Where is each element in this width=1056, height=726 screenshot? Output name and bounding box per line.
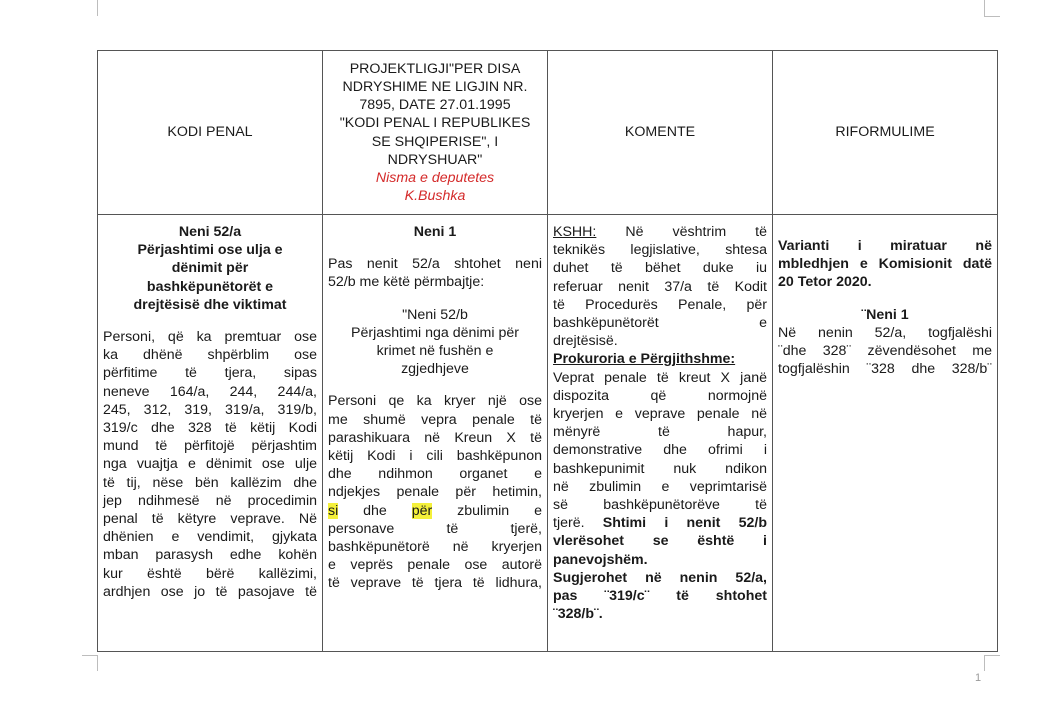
cell-komente — [548, 215, 773, 652]
text-line: bashkepunimit nuk ndikon — [553, 460, 767, 477]
text-line: të veprave të tjera të lidhura, — [328, 575, 542, 592]
corner-mark-bottom-right — [984, 655, 1000, 656]
text-line: 319/c dhe 328 të këtij Kodi — [103, 420, 317, 437]
text-line: vlerësohet se është i — [553, 533, 767, 550]
comparison-table — [97, 50, 998, 652]
text-line: "Neni 52/b — [402, 306, 468, 323]
text-line: me shumë vepra penale të — [328, 411, 542, 428]
header-label: KOMENTE — [624, 124, 696, 141]
text-line: dënimit për — [171, 260, 249, 277]
text-line: bashkëpunëtorët e — [146, 278, 274, 295]
spacer — [103, 314, 317, 328]
text-line: referuar nenit 37/a të Kodit — [553, 278, 767, 295]
text-line: 20 Tetor 2020. — [778, 274, 872, 291]
text-line: personave të tjerë, — [328, 520, 542, 537]
header-label: RIFORMULIME — [835, 124, 935, 141]
text-line — [328, 502, 542, 520]
text-line: Varianti i miratuar në — [778, 238, 992, 254]
text-line: Në nenin 52/a, togfjalëshi — [778, 324, 992, 341]
text-line: togfjalëshin ¨328 dhe 328/b¨ — [778, 361, 992, 378]
text-line: ka dhënë shpërblim ose — [103, 347, 317, 364]
text-line: ¨Neni 1 — [861, 306, 909, 323]
header-label: KODI PENAL — [167, 124, 253, 141]
spacer — [778, 292, 992, 306]
text-line: kur është bërë kallëzimi, — [103, 565, 317, 582]
page-number: 1 — [975, 672, 982, 684]
bold-text: Shtimi i nenit 52/b — [602, 515, 767, 532]
header-komente — [548, 51, 773, 215]
text-line: Sugjerohet në nenin 52/a, — [553, 569, 767, 586]
text-line: pas ¨319/c¨ të shtohet — [553, 588, 767, 605]
spacer — [328, 292, 542, 306]
text-line: këtij Kodi i cili bashkëpunon — [328, 448, 542, 465]
word: e — [534, 502, 542, 519]
cell-kodi-penal — [98, 215, 323, 652]
text-line: jep ndihmesë në procedimin — [103, 492, 317, 509]
corner-mark-bottom-left-v — [97, 655, 98, 671]
word: dhe — [363, 502, 387, 519]
corner-mark-top-left — [97, 0, 98, 16]
highlighted-word: si — [328, 502, 339, 519]
text-line: të tij, nëse bën kallëzim dhe — [103, 474, 317, 491]
text-line: bashkëpunëtorët e — [553, 315, 767, 332]
text-line: Personi, që ka premtuar ose — [103, 329, 317, 346]
text-line: kryerjen e veprave penale në — [553, 406, 767, 423]
header-initiative-line: K.Bushka — [404, 188, 466, 205]
text-line: neneve 164/a, 244, 244/a, — [103, 383, 317, 400]
table-header-row — [98, 51, 998, 215]
word: zbulimin — [457, 502, 510, 519]
text-line: teknikës legjislative, shtesa — [553, 242, 767, 259]
text-line: demonstrative dhe ofrimi i — [553, 442, 767, 459]
text-line: mban parasysh edhe kohën — [103, 547, 317, 564]
text-line: duhet të bëhet duke iu — [553, 260, 767, 277]
text-line: Neni 52/a — [178, 224, 242, 240]
spacer — [778, 223, 992, 237]
text-line: e veprës penale ose autorë — [328, 557, 542, 574]
text-line: bashkëpunëtorë në kryerjen — [328, 539, 542, 556]
header-riformulime — [773, 51, 998, 215]
text-line: ¨dhe 328¨ zëvendësohet me — [778, 343, 992, 360]
text-line: KSHH: Në vështrim të — [553, 224, 767, 240]
table-row — [98, 215, 998, 652]
corner-mark-bottom-right-v — [984, 655, 985, 671]
text-line: dhe ndihmon organet e — [328, 466, 542, 483]
header-text-line: NDRYSHUAR" — [387, 151, 483, 168]
text-line: penal të këtyre veprave. Në — [103, 511, 317, 528]
comment-source: KSHH: — [553, 224, 597, 240]
text-line: parashikuara në Kreun X të — [328, 429, 542, 446]
text-line: panevojshëm. — [553, 551, 648, 568]
text-line: të Procedurës Penale, për — [553, 296, 767, 313]
text-line: ardhjen ose jo të pasojave të — [103, 583, 317, 600]
cell-riformulime — [773, 215, 998, 652]
text-line: drejtësisë dhe viktimat — [133, 296, 287, 313]
corner-mark-top-right-h — [984, 16, 1000, 17]
header-text-line: PROJEKTLIGJI"PER DISA — [349, 60, 521, 77]
text-line: 245, 312, 319, 319/a, 319/b, — [103, 401, 317, 418]
text-line: Veprat penale të kreut X janë — [553, 369, 767, 386]
header-projektligji — [323, 51, 548, 215]
cell-projektligji — [323, 215, 548, 652]
text-line: në zbulimin e veprimtarisë — [553, 478, 767, 495]
text-line: dispozita që normojnë — [553, 387, 767, 404]
text-line: përfitime të tjera, sipas — [103, 365, 317, 382]
header-text-line: "KODI PENAL I REPUBLIKES — [339, 115, 531, 132]
text-line: nga vuajtja e dënimit ose ulje — [103, 456, 317, 473]
corner-mark-bottom-left — [82, 655, 98, 656]
text-line: drejtësisë. — [553, 333, 618, 350]
header-text-line: 7895, DATE 27.01.1995 — [359, 97, 511, 114]
spacer — [328, 378, 542, 392]
text-line: Personi qe ka kryer një ose — [328, 393, 542, 410]
header-text-line: NDRYSHIME NE LIGJIN NR. — [342, 78, 528, 95]
header-initiative-line: Nisma e deputetes — [375, 169, 495, 186]
text-line: krimet në fushën e — [376, 343, 494, 360]
header-text-line: SE SHQIPERISE", I — [371, 133, 499, 150]
highlighted-word: për — [411, 502, 433, 519]
text-line: së bashkëpunëtorëve të — [553, 497, 767, 514]
text-line: Përjashtimi ose ulja e — [137, 242, 283, 259]
text-line: 52/b me këtë përmbajtje: — [328, 274, 485, 291]
text-line: mënyrë të hapur, — [553, 424, 767, 441]
text-line: Pas nenit 52/a shtohet neni — [328, 256, 542, 273]
text-line: dhënien e vendimit, gjykata — [103, 529, 317, 546]
header-kodi-penal — [98, 51, 323, 215]
text-line: zgjedhjeve — [401, 361, 469, 378]
text-line: tjerë. Shtimi i nenit 52/b — [553, 515, 767, 532]
text-line: mbledhjen e Komisionit datë — [778, 256, 992, 273]
spacer — [328, 241, 542, 255]
text-line: Prokuroria e Përgjithshme: — [553, 351, 736, 368]
text-line: Neni 1 — [413, 224, 457, 240]
corner-mark-top-right — [984, 0, 985, 16]
text-line: Përjashtimi nga dënimi për — [351, 324, 519, 341]
text-line: mund të përfitojë përjashtim — [103, 438, 317, 455]
text-line: ¨328/b¨. — [553, 606, 603, 623]
text-line: ndjekjes penale për hetimin, — [328, 484, 542, 501]
